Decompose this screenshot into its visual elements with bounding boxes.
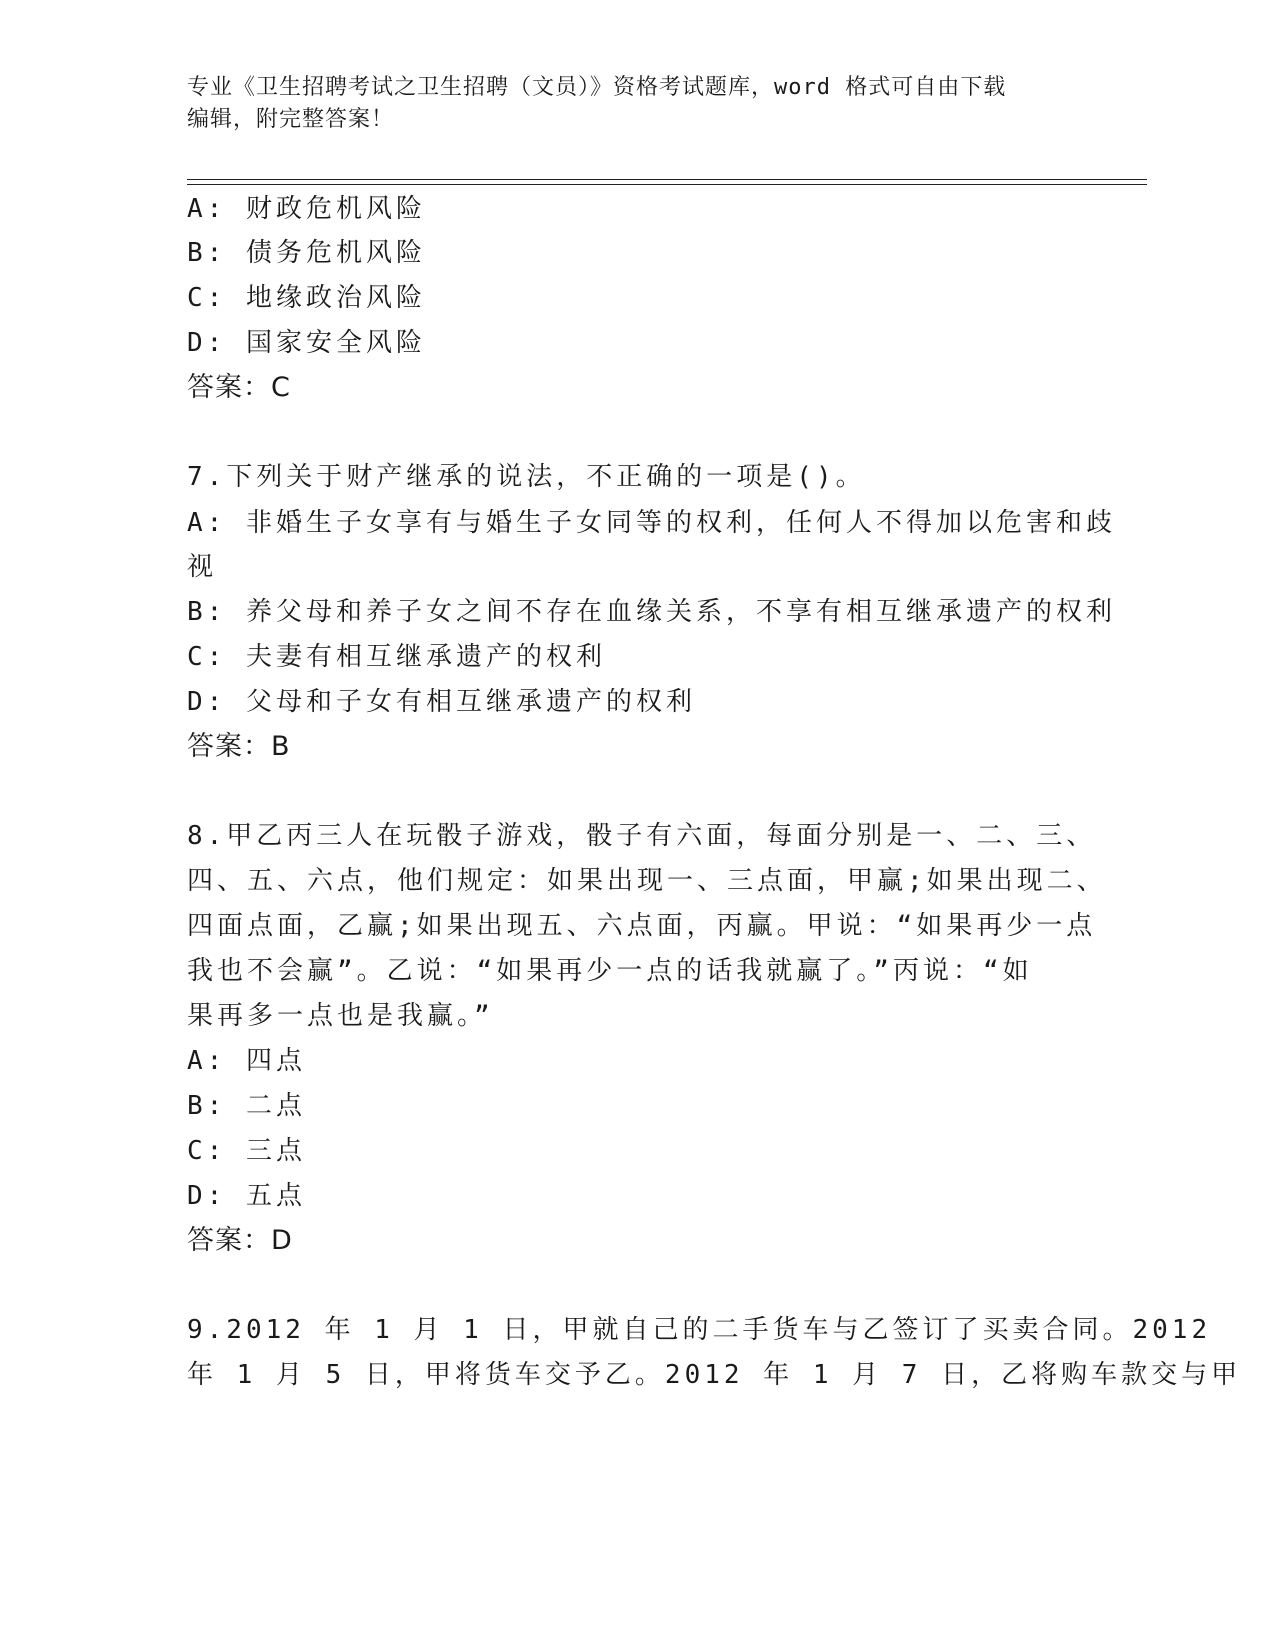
q6-option-b: B: 债务危机风险 — [187, 238, 426, 268]
q9-stem-line-2: 年 1 月 5 日，甲将货车交予乙。2012 年 1 月 7 日，乙将购车款交与甲 — [187, 1360, 1242, 1390]
q8-answer: 答案：D — [187, 1225, 293, 1256]
q7-option-a-line-1: A: 非婚生子女享有与婚生子女同等的权利，任何人不得加以危害和歧 — [187, 508, 1116, 538]
q7-stem: 7.下列关于财产继承的说法，不正确的一项是()。 — [187, 462, 866, 492]
q6-option-c: C: 地缘政治风险 — [187, 283, 426, 313]
q8-option-b: B: 二点 — [187, 1091, 306, 1121]
q8-option-a: A: 四点 — [187, 1046, 306, 1076]
q8-stem-line-4: 我也不会赢”。乙说：“如果再少一点的话我就赢了。”丙说：“如 — [187, 956, 1033, 986]
q8-option-d: D: 五点 — [187, 1181, 306, 1211]
q7-answer: 答案：B — [187, 731, 291, 762]
q8-stem-line-3: 四面点面，乙赢;如果出现五、六点面，丙赢。甲说：“如果再少一点 — [187, 911, 1097, 941]
q7-option-d: D: 父母和子女有相互继承遗产的权利 — [187, 687, 696, 717]
q8-stem-line-2: 四、五、六点，他们规定：如果出现一、三点面，甲赢;如果出现二、 — [187, 866, 1107, 896]
q6-option-a: A: 财政危机风险 — [187, 194, 426, 224]
q7-option-c: C: 夫妻有相互继承遗产的权利 — [187, 642, 606, 672]
q6-option-d: D: 国家安全风险 — [187, 328, 426, 358]
q8-stem-line-5: 果再多一点也是我赢。” — [187, 1001, 494, 1031]
q8-stem-line-1: 8.甲乙丙三人在玩骰子游戏，骰子有六面，每面分别是一、二、三、 — [187, 821, 1097, 851]
q8-option-c: C: 三点 — [187, 1136, 306, 1166]
q9-stem-line-1: 9.2012 年 1 月 1 日，甲就自己的二手货车与乙签订了买卖合同。2012 — [187, 1315, 1212, 1345]
header-divider-bottom — [187, 184, 1147, 185]
q7-option-b: B: 养父母和养子女之间不存在血缘关系，不享有相互继承遗产的权利 — [187, 597, 1116, 627]
document-header — [187, 72, 1087, 136]
q6-answer: 答案：C — [187, 372, 291, 403]
header-divider-top — [187, 179, 1147, 180]
q7-option-a-line-2: 视 — [187, 552, 218, 582]
header-line-1: 专业《卫生招聘考试之卫生招聘（文员）》资格考试题库，word 格式可自由下载 — [187, 75, 1007, 100]
header-line-2: 编辑，附完整答案！ — [187, 107, 395, 132]
